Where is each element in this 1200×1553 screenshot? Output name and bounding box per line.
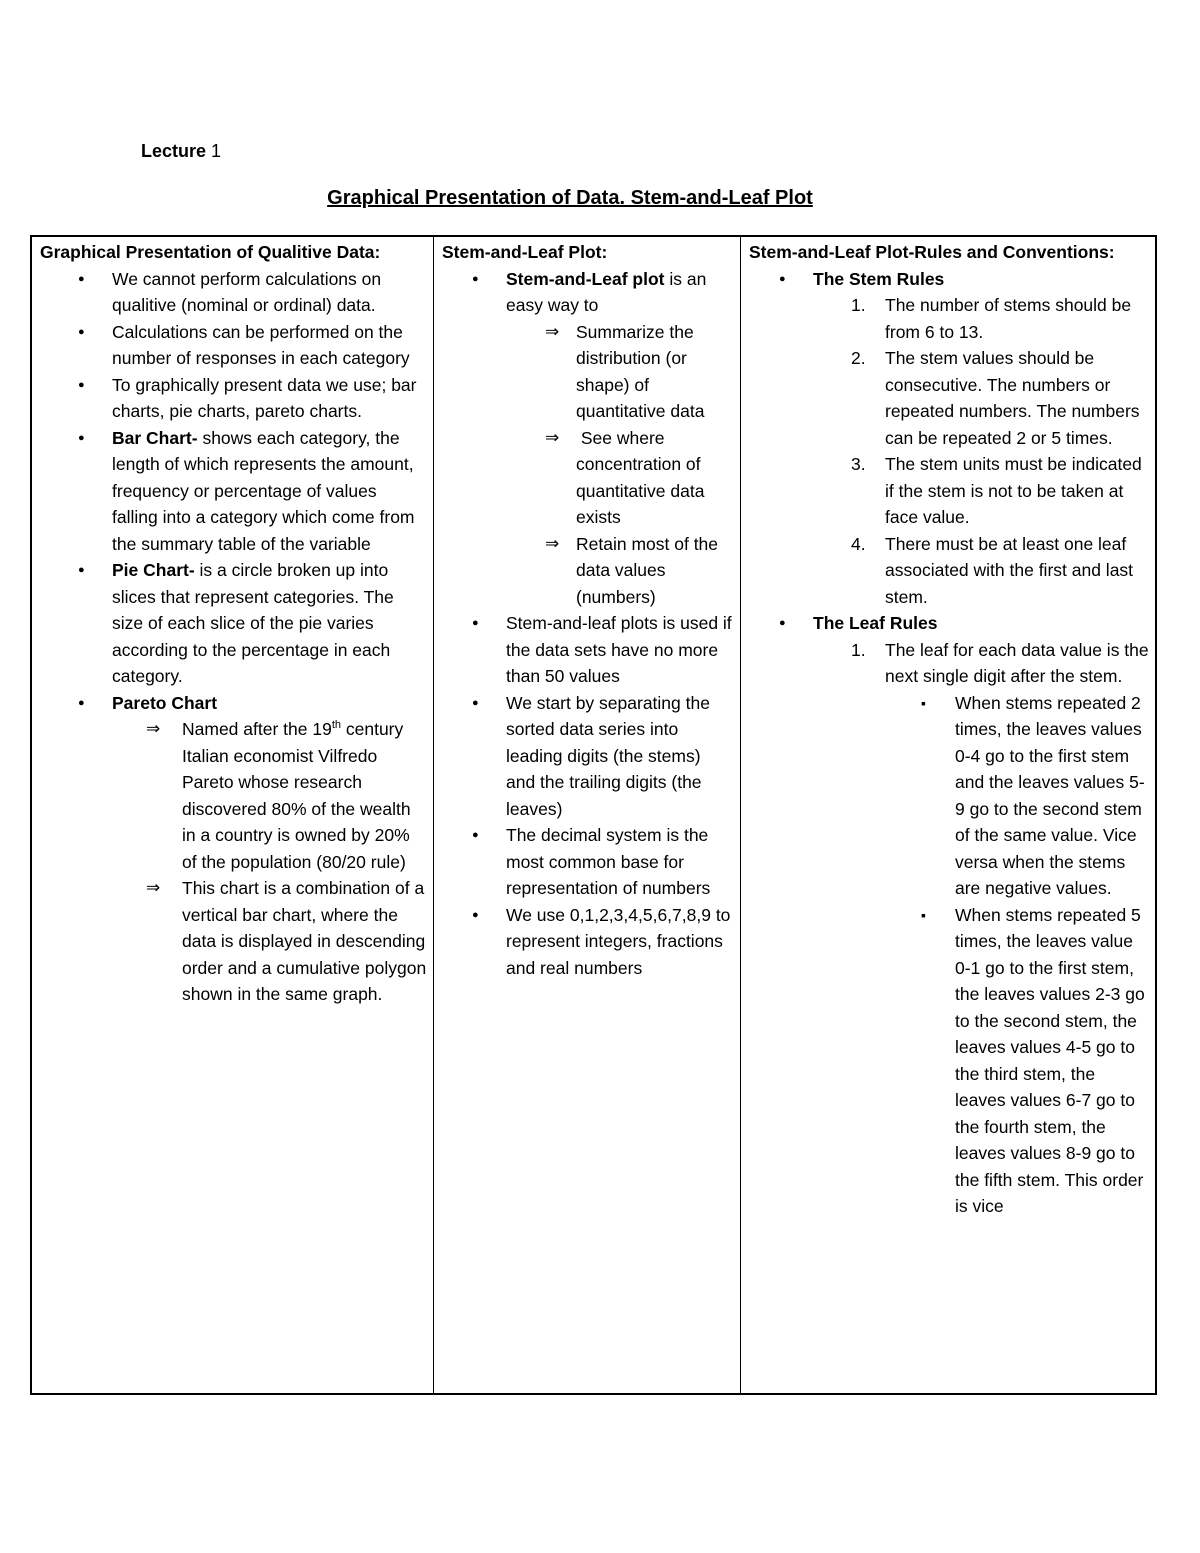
item-number: 2. [851, 348, 866, 368]
item-number: 1. [851, 639, 866, 660]
item-number: 4. [851, 533, 866, 554]
bullet-item: ● We start by separating the sorted data series into leading digits (the stems) and the trailing digits (the leaves) [442, 690, 734, 823]
bullet-item: ● Stem-and-leaf plots is used if the data sets have no more than 50 values [442, 610, 734, 690]
numbered-item [749, 451, 1149, 531]
term-pie-chart: Pie Chart- [112, 560, 195, 580]
item-number: 3. [851, 454, 866, 474]
bar-chart-definition: shows each category, the length of which represents the amount, frequency or percentage of values falling into a category which come from the summary table of the variable [112, 427, 415, 554]
term-pareto-chart: Pareto Chart [112, 692, 218, 713]
lecture-word: Lecture [141, 141, 207, 161]
bullet-item-leaf-rules [749, 610, 1149, 637]
column-heading: Stem-and-Leaf Plot: [442, 242, 608, 262]
stem-rules-heading: The Stem Rules [813, 268, 945, 289]
term-stem-and-leaf-plot: Stem-and-Leaf plot [506, 268, 665, 289]
bullet-item: ● We use 0,1,2,3,4,5,6,7,8,9 to represent integers, fractions and real numbers [442, 902, 734, 982]
item-text: The stem values should be consecutive. The numbers or repeated numbers. The numbers can be repeated 2 or 5 times. [885, 348, 1140, 448]
column-stem-and-leaf-plot [434, 237, 741, 1393]
lecture-number: 1 [211, 141, 222, 161]
bullet-item-pareto-chart [40, 690, 427, 717]
item-number: 1. [851, 295, 866, 315]
document-title: Graphical Presentation of Data. Stem-and-Leaf Plot [327, 187, 813, 209]
lecture-label [141, 141, 221, 162]
item-text: The number of stems should be from 6 to 13. [885, 295, 1132, 342]
item-text: There must be at least one leaf associated with the first and last stem. [885, 533, 1134, 607]
bullet-item-bar-chart [40, 425, 427, 558]
column-heading: Graphical Presentation of Qualitive Data: [40, 242, 381, 262]
bullet-item: ● We cannot perform calculations on qualitive (nominal or ordinal) data. [40, 266, 427, 319]
definition-text: is an easy way to [506, 268, 707, 315]
column-heading: Stem-and-Leaf Plot-Rules and Conventions: [749, 242, 1115, 262]
arrow-item: ⇒ This chart is a combination of a vertical bar chart, where the data is displayed in descending order and a cumulative polygon shown in the same graph. [40, 875, 427, 1008]
superscript: th [331, 719, 341, 732]
bullet-item-stem-rules [749, 266, 1149, 293]
arrow-item: ⇒ See where concentration of quantitative data exists [442, 425, 734, 531]
bullet-item: ● The decimal system is the most common base for representation of numbers [442, 822, 734, 902]
square-bullet-item: ▪ When stems repeated 2 times, the leaves values 0-4 go to the first stem and the leaves values 5-9 go to the second stem of the same value. Vice versa when the stems are negative values. [749, 690, 1149, 902]
numbered-item [749, 637, 1149, 690]
column-rules-and-conventions [741, 237, 1155, 1393]
content-table [30, 235, 1157, 1395]
leaf-rules-heading: The Leaf Rules [813, 613, 938, 633]
arrow-item: ⇒ Retain most of the data values (numbers) [442, 531, 734, 611]
bullet-item-pie-chart [40, 557, 427, 690]
arrow-text: Named after the 19 [182, 719, 332, 739]
term-bar-chart: Bar Chart- [112, 427, 198, 448]
bullet-item: ● To graphically present data we use; bar charts, pie charts, pareto charts. [40, 372, 427, 425]
bullet-item [442, 266, 734, 319]
numbered-item [749, 531, 1149, 611]
item-text: The stem units must be indicated if the stem is not to be taken at face value. [885, 454, 1142, 527]
arrow-text: century Italian economist Vilfredo Pareto whose research discovered 80% of the wealth in a country is owned by 20% of the population (80/20 rule) [182, 719, 411, 872]
numbered-item [749, 292, 1149, 345]
arrow-item: ⇒ Summarize the distribution (or shape) of quantitative data [442, 319, 734, 425]
arrow-item [40, 716, 427, 875]
square-bullet-item: ▪ When stems repeated 5 times, the leaves value 0-1 go to the first stem, the leaves values 2-3 go to the second stem, the leaves values 4-5 go to the third stem, the leaves values 6-7 go to the fourth stem, the leaves values 8-9 go to the fifth stem. This order is vice [749, 902, 1149, 1220]
bullet-item: ● Calculations can be performed on the number of responses in each category [40, 319, 427, 372]
pie-chart-definition: is a circle broken up into slices that represent categories. The size of each slice of the pie varies according to the percentage in each category. [112, 560, 394, 686]
numbered-item [749, 345, 1149, 451]
column-qualitive-data [32, 237, 434, 1393]
item-text: The leaf for each data value is the next single digit after the stem. [885, 639, 1149, 686]
